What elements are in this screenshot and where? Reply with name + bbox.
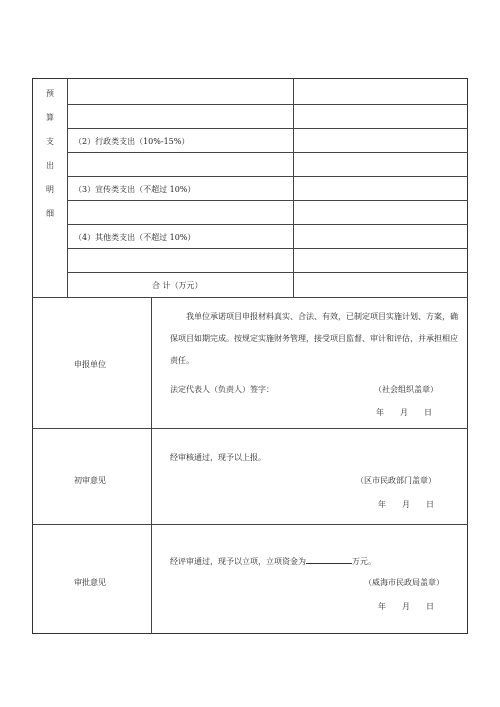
section-divider <box>32 428 468 429</box>
budget-row-label: （4）其他类支出（不超过 10%） <box>74 233 196 242</box>
budget-label-char: 明 <box>46 185 54 194</box>
applicant-date: 年 月 日 <box>376 408 432 417</box>
row-divider <box>67 200 468 201</box>
budget-label-char: 算 <box>46 113 54 122</box>
section-divider <box>32 297 468 298</box>
initial-review-text: 经审核通过，现予以上报。 <box>170 453 266 462</box>
budget-label-char: 细 <box>46 209 54 218</box>
approval-text-before: 经评审通过，现予以立项，立项资金为 <box>170 557 306 566</box>
total-label: 合 计（万元） <box>152 281 203 290</box>
approval-amount-blank[interactable] <box>306 554 352 564</box>
section-divider <box>32 524 468 525</box>
initial-review-label: 初审意见 <box>74 476 106 485</box>
approval-text <box>170 554 376 567</box>
applicant-label: 申报单位 <box>74 360 106 369</box>
column-divider <box>151 297 152 634</box>
approval-date: 年 月 日 <box>378 602 434 611</box>
row-divider <box>67 272 468 273</box>
approval-seal: （威海市民政局盖章） <box>364 578 444 587</box>
approval-text-after: 万元。 <box>352 557 376 566</box>
commitment-line-1: 我单位承诺项目申报材料真实、合法、有效，已制定项目实施计划、方案，确 <box>186 312 458 321</box>
column-divider <box>67 78 68 297</box>
row-divider <box>67 248 468 249</box>
applicant-commitment <box>170 306 460 372</box>
commitment-line-2: 保项目如期完成。按规定实施财务管理，接受项目监督、审计和评估，并承担相应 <box>170 334 458 343</box>
budget-label-char: 出 <box>46 161 54 170</box>
row-divider <box>67 224 468 225</box>
initial-review-seal: （区市民政部门盖章） <box>356 476 436 485</box>
initial-review-date: 年 月 日 <box>378 500 434 509</box>
signature-label: 法定代表人（负责人）签字： <box>170 385 274 394</box>
budget-label-char: 支 <box>46 137 54 146</box>
budget-label-char: 预 <box>46 89 54 98</box>
budget-row-label: （3）宣传类支出（不超过 10%） <box>74 185 196 194</box>
applicant-seal: （社会组织盖章） <box>374 385 438 394</box>
budget-row-label: （2）行政类支出（10%-15%） <box>74 137 190 146</box>
row-divider <box>67 176 468 177</box>
row-divider <box>67 104 468 105</box>
row-divider <box>67 128 468 129</box>
column-divider <box>293 78 294 297</box>
row-divider <box>67 152 468 153</box>
approval-label: 审批意见 <box>74 578 106 587</box>
commitment-line-3: 责任。 <box>170 356 194 365</box>
